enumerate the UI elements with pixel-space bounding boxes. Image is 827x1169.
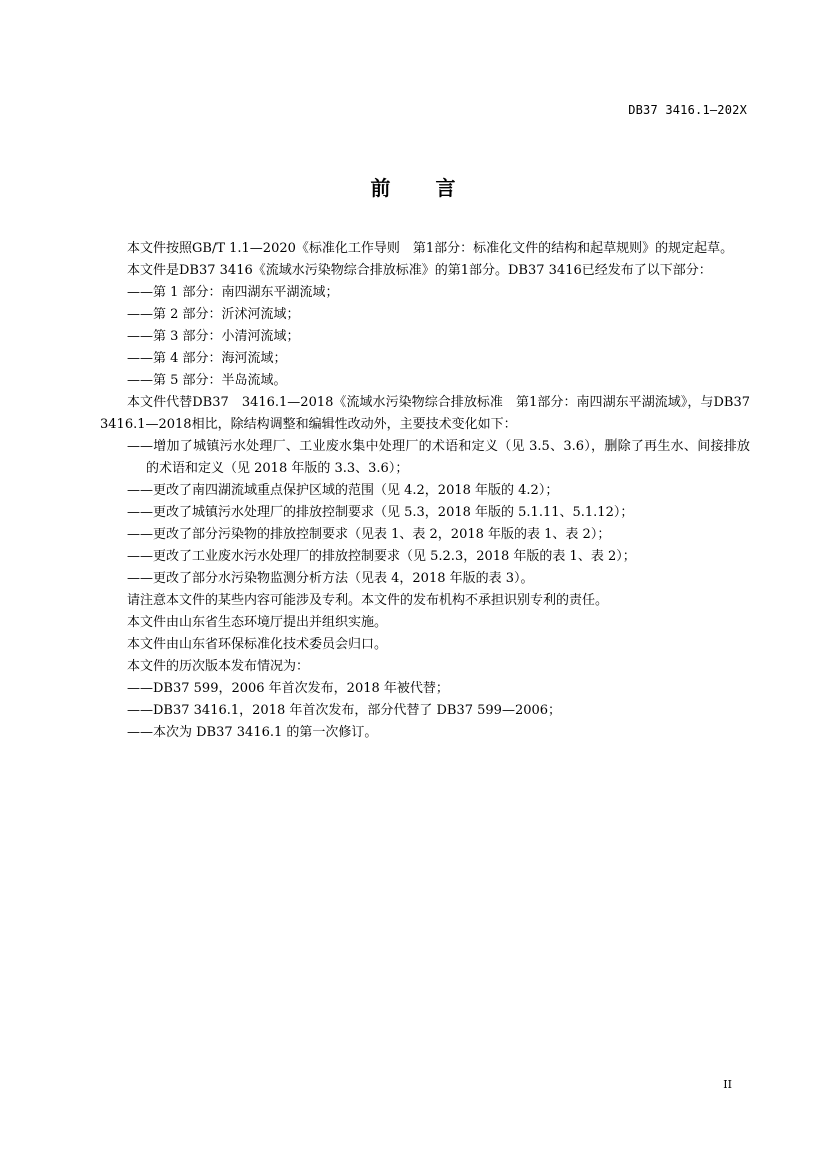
preface-body: [100, 238, 750, 744]
list-item-change-5: ——更改了工业废水污水处理厂的排放控制要求（见 5.2.3，2018 年版的表 1、表 2）；: [127, 549, 636, 564]
paragraph-drafting-rules: 本文件按照GB/T 1.1—2020《标准化工作导则 第1部分：标准化文件的结构和起草规则》的规定起草。: [127, 241, 734, 256]
list-item-history-3: ——本次为 DB37 3416.1 的第一次修订。: [127, 725, 378, 740]
document-code: DB37 3416.1—202X: [628, 103, 747, 117]
title-char-2: 言: [435, 176, 457, 200]
list-item-part-4: ——第 4 部分：海河流域；: [127, 351, 287, 366]
list-item-part-1: ——第 1 部分：南四湖东平湖流域；: [127, 285, 339, 300]
list-item-change-2: ——更改了南四湖流域重点保护区域的范围（见 4.2，2018 年版的 4.2）；: [127, 483, 559, 498]
list-item-part-5: ——第 5 部分：半岛流域。: [127, 373, 287, 388]
list-item-change-1: ——增加了城镇污水处理厂、工业废水集中处理厂的术语和定义（见 3.5、3.6），删除了再生水、间接排放的术语和定义（见 2018 年版的 3.3、3.6）；: [127, 439, 750, 476]
page-number: II: [723, 1078, 732, 1091]
paragraph-replacement: 本文件代替DB37 3416.1—2018《流域水污染物综合排放标准 第1部分：南四湖东平湖流域》，与DB37 3416.1—2018相比，除结构调整和编辑性改动外，主要技术变化如下：: [100, 395, 750, 432]
paragraph-history-intro: 本文件的历次版本发布情况为：: [127, 659, 310, 674]
paragraph-proposer: 本文件由山东省生态环境厅提出并组织实施。: [127, 615, 388, 630]
list-item-part-2: ——第 2 部分：沂沭河流域；: [127, 307, 300, 322]
paragraph-patent-notice: 请注意本文件的某些内容可能涉及专利。本文件的发布机构不承担识别专利的责任。: [127, 593, 609, 608]
paragraph-series-parts: 本文件是DB37 3416《流域水污染物综合排放标准》的第1部分。DB37 3416已经发布了以下部分：: [127, 263, 712, 278]
list-item-change-4: ——更改了部分污染物的排放控制要求（见表 1、表 2，2018 年版的表 1、表 2）；: [127, 527, 611, 542]
page-title: [0, 172, 827, 201]
list-item-change-6: ——更改了部分水污染物监测分析方法（见表 4，2018 年版的表 3）。: [127, 571, 534, 586]
list-item-part-3: ——第 3 部分：小清河流域；: [127, 329, 300, 344]
paragraph-committee: 本文件由山东省环保标准化技术委员会归口。: [127, 637, 388, 652]
title-char-1: 前: [370, 176, 392, 200]
list-item-history-2: ——DB37 3416.1，2018 年首次发布，部分代替了 DB37 599—2006；: [127, 703, 562, 718]
list-item-history-1: ——DB37 599，2006 年首次发布，2018 年被代替；: [127, 681, 449, 696]
list-item-change-3: ——更改了城镇污水处理厂的排放控制要求（见 5.3，2018 年版的 5.1.11、5.1.12）；: [127, 505, 634, 520]
